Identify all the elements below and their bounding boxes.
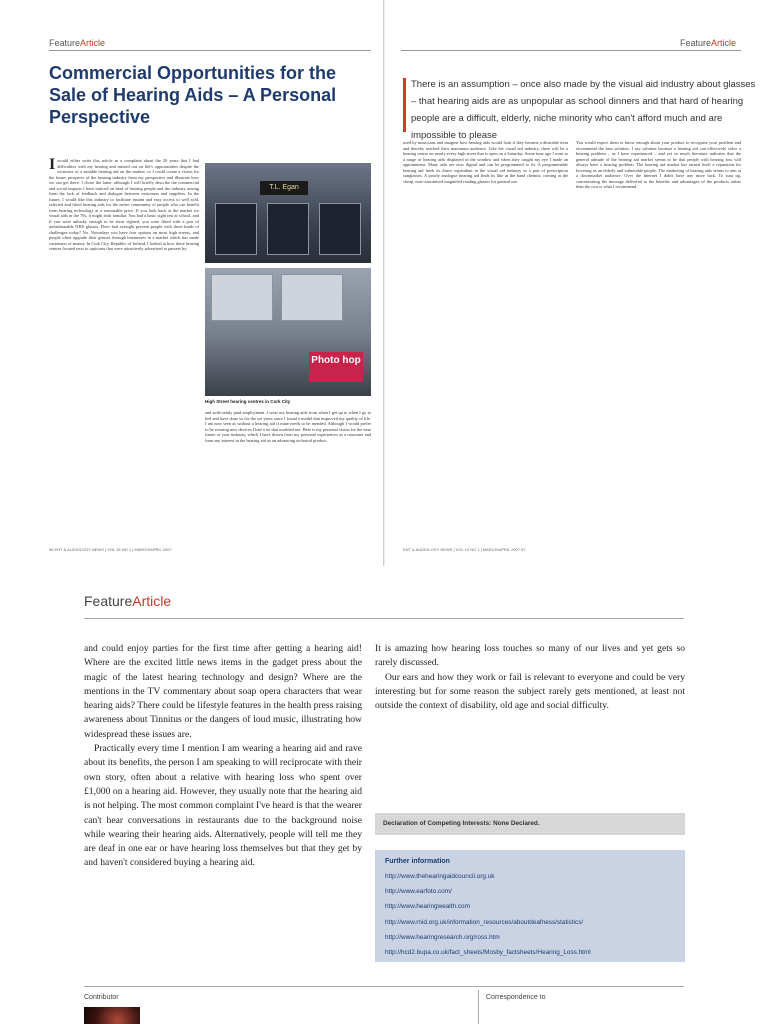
shop-window (215, 203, 257, 255)
reference-link[interactable]: http://www.hearingwealth.com (385, 903, 470, 911)
right-page (384, 0, 768, 566)
reference-link[interactable]: http://hcd2.bupa.co.uk/fact_sheets/Mosby_factsheets/Hearing_Loss.html (385, 949, 591, 957)
page-footer-right: ENT & AUDIOLOGY NEWS | VOL 15 NO 1 | MARCH/APRIL 2007 57 (403, 547, 526, 552)
column-text: used by musicians and imagine how hearing aids would look if they became a desirable item and thereby reached their maximum audience. Like the visual aid industry, there will be a hearing centre on nearly every high street that is open on a Saturday. Some time ago I went to a range of hearing aids displayed in the window and when they caught my eye I made an appointment. Many aids are now digital and can be programmed to fit. A programmable hearing aid finds its direct equivalent in the visual aid industry in a pair of prescription sunglasses. A poorly analogue hearing aid finds its like at the hand chemist, coming at the cheap, non-customised magnified reading glasses for general use. (403, 140, 568, 184)
label-prefix: Feature (84, 593, 133, 609)
reference-link[interactable]: http://www.rnid.org.uk/information_resources/aboutdeafness/statistics/ (385, 918, 584, 926)
shop-window (319, 203, 361, 255)
left-page (0, 0, 384, 566)
building-window (281, 274, 343, 321)
correspondence-label: Correspondence to (486, 994, 546, 1001)
column-text: would either write this article as a complaint about the 20 years that I had difficulties with my hearing and missed out on life's opportunities despite the existence of a suitable hearing aid on the market, or I could create a vision for the future prospects of the hearing industry from my perspective and illustrate how we can get there. I chose the latter, although I will briefly describe the commercial and social impacts I have noticed on hard of hearing people and the industry arising from the lack of feedback and dialogue between customers and suppliers. In the future, I would like this industry to facilitate instant and easy access to well sold, selected and fitted hearing aids for the entire community of people who can benefit from hearing technology at a reasonable price. If you look back at the market for visual aids in the 70s, it might look familiar. You had a basic sight test at school, and if you were unlucky enough to be short sighted, you were fitted with a pair of unfashionable NHS glasses. Does bad eyesight prevent people with these kinds of challenges today? No. Nowadays you have four options on most high streets, and people often upgrade their glasses through businesses in a market which has made customers of money. In Cork City, Republic of Ireland, I looked at how these hearing centres located next to opticians that were attractively advertised to passers by. (49, 158, 199, 251)
column-text: and sufficiently paid employment. I wear my hearing aids from when I get up to when I go to bed and have done so for the six years since I found a model that improved my quality of life. I am now seen as without a hearing aid if mine needs to be mended. Although I would prefer to be wearing new devices I had a lot that troubled me. Here is my personal vision for the near future of your industry, which I have drawn from my personal experiences as a customer and from my interest in the hearing aid as an advancing technical product. (205, 410, 371, 443)
paragraph: and could enjoy parties for the first time after getting a hearing aid! Where are the excited little news items in the gadget press about the magic of the latest hearing technology and design? Where are the mentions in the TV commentary about soap opera characters that wear hearing aids? There could be lifestyle features in the health press raising awareness about Tinnitus or the dangers of loud music, illustrating how widespread these issues are. (84, 643, 362, 740)
header-rule (49, 50, 371, 51)
spread-gutter (383, 0, 385, 566)
hearing-centre-photo-1 (205, 163, 371, 263)
shop-window (267, 203, 309, 255)
paragraph: Our ears and how they work or fail is relevant to everyone and could be very interesting but for some reason the subject rarely gets mentioned, at least not outside the context of disability, old age and social difficulty. (375, 671, 685, 712)
further-information-box (375, 850, 685, 962)
contributor-photo (84, 1007, 140, 1024)
feature-article-label (84, 593, 171, 609)
further-information-title: Further information (385, 858, 450, 865)
feature-article-label (680, 38, 736, 48)
left-column-1 (49, 158, 199, 542)
feature-article-label (49, 38, 105, 48)
label-accent: Article (711, 38, 737, 48)
label-prefix: Feature (49, 38, 81, 48)
lower-column-1 (84, 642, 362, 871)
pull-quote-bar (403, 78, 406, 132)
photo-shop-sign: Photo hop (309, 352, 363, 382)
page-footer-left: 56 ENT & AUDIOLOGY NEWS | VOL 15 NO 1 | MARCH/APRIL 2007 (49, 547, 172, 552)
header-rule (84, 618, 684, 619)
column-text: You would expect them to know enough about your product to recognise your problem and recommend the best solution. I say solution because a hearing aid can effectively solve a hearing problem – as I have experienced – and yet so much literature indicates that the general attitude of the hearing aid market seems to be that people with hearing loss will always have a hearing problem. The hearing aid market has turned itself a reputation for hovering as an elderly and vulnerable people. The marketing of hearing aids seems to aim at a downmarket audience. Over the Internet I didn't have any more luck. To sum up, concentrating the message delivered to the benefits and advantages of the products rather than the cost is what I recommend. (576, 140, 741, 189)
hearing-centre-photo-2 (205, 268, 371, 396)
label-accent: Article (80, 38, 106, 48)
contributor-label: Contributor (84, 994, 119, 1001)
left-column-2 (205, 410, 371, 542)
footer-rule (84, 986, 684, 987)
reference-link[interactable]: http://www.hearingresearch.org/ross.htm (385, 933, 500, 941)
header-rule (401, 50, 741, 51)
right-column-1 (403, 140, 568, 540)
lower-column-2 (375, 642, 685, 713)
drop-cap: I (49, 158, 56, 173)
right-column-2 (576, 140, 741, 540)
label-prefix: Feature (680, 38, 712, 48)
building-window (211, 274, 273, 321)
article-title: Commercial Opportunities for the Sale of Hearing Aids – A Personal Perspective (49, 63, 337, 127)
footer-divider (478, 990, 479, 1024)
paragraph: It is amazing how hearing loss touches so many of our lives and yet gets so rarely discussed. (375, 643, 685, 669)
shop-sign: T.L. Egan (260, 181, 308, 195)
label-accent: Article (132, 593, 172, 609)
lower-page (0, 566, 768, 1024)
pull-quote: There is an assumption – once also made by the visual aid industry about glasses – that hearing aids are as unpopular as school dinners and that hard of hearing people are a difficult, elderly, niche minority who can't afford much and are impossible to please (411, 79, 756, 141)
reference-link[interactable]: http://www.earfoto.com/ (385, 888, 452, 896)
competing-interests-box: Declaration of Competing Interests: None Declared. (375, 813, 685, 835)
reference-link[interactable]: http://www.thehearingaidcouncil.org.uk (385, 873, 495, 880)
paragraph: Practically every time I mention I am wearing a hearing aid and rave about its benefits, the person I am speaking to will reciprocate with their own story, often about a relative with hearing loss who spent over £1,000 on a hearing aid. However, they usually note that the hearing aid is not helping. The most common complaint I've heard is that the wearer can't hear conversations in restaurants due to the background noise while wearing their hearing aids. Alternatively, people will tell me they are deaf in one ear or have hearing loss themselves but that they get by and haven't considered buying a hearing aid. (84, 743, 362, 869)
photo-caption: High Street hearing centres in Cork City (205, 399, 291, 404)
